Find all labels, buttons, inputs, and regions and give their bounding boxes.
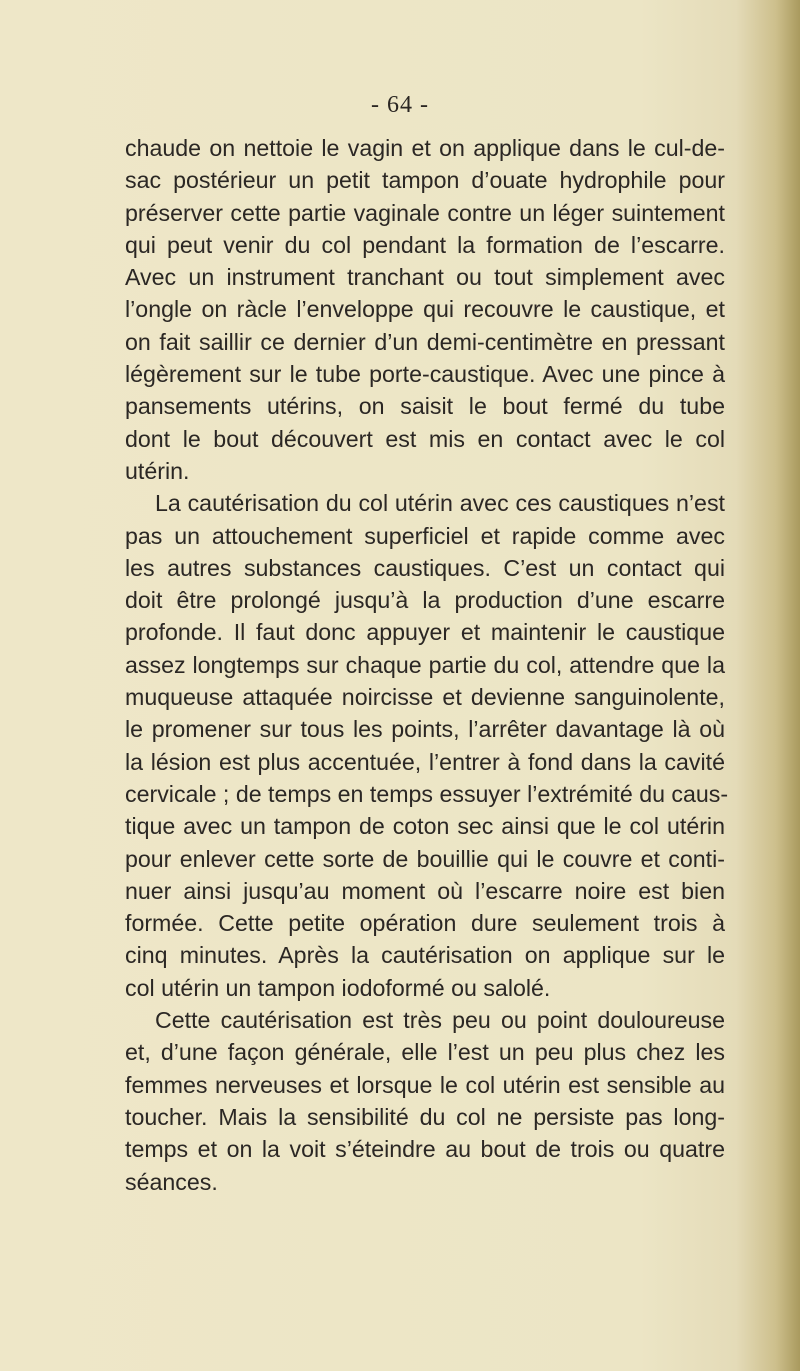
paragraph-2 [125,487,729,1004]
text-line: la lésion est plus accentuée, l’entrer à fond dans la cavité [125,748,725,775]
text-line: femmes nerveuses et lorsque le col utérin est sensible au [125,1071,725,1098]
text-line: cervicale ; de temps en temps essuyer l’extrémité du caus- [125,780,729,807]
text-line: nuer ainsi jusqu’au moment où l’escarre noire est bien [125,877,725,904]
text-line: profonde. Il faut donc appuyer et maintenir le caustique [125,619,725,646]
body-text [125,132,729,1198]
text-line: l’ongle on ràcle l’enveloppe qui recouvre le caustique, et [125,296,725,323]
text-line: sac postérieur un petit tampon d’ouate hydrophile pour [125,167,725,194]
paragraph-3 [125,1004,725,1198]
text-line: le promener sur tous les points, l’arrêter davantage là où [125,716,725,743]
text-line: pas un attouchement superficiel et rapide comme avec [125,522,725,549]
text-line: séances. [125,1168,218,1195]
text-line: muqueuse attaquée noircisse et devienne sanguinolente, [125,684,725,711]
text-line: et, d’une façon générale, elle l’est un peu plus chez les [125,1039,725,1066]
text-line: légèrement sur le tube porte-caustique. Avec une pince à [125,361,725,388]
text-line: formée. Cette petite opération dure seulement trois à [125,910,725,937]
text-line: toucher. Mais la sensibilité du col ne persiste pas long- [125,1103,725,1130]
text-line: Cette cautérisation est très peu ou point douloureuse [155,1007,725,1034]
text-line: chaude on nettoie le vagin et on applique dans le cul-de- [125,135,725,161]
paragraph-1 [125,132,725,487]
text-line: doit être prolongé jusqu’à la production d’une escarre [125,587,725,614]
text-line: utérin. [125,457,190,484]
text-line: dont le bout découvert est mis en contact avec le col [125,425,725,452]
text-line: cinq minutes. Après la cautérisation on applique sur le [125,942,725,969]
text-line: on fait saillir ce dernier d’un demi-centimètre en pressant [125,328,725,355]
text-line: préserver cette partie vaginale contre un léger suintement [125,199,725,226]
text-line: pour enlever cette sorte de bouillie qui le couvre et conti- [125,845,725,872]
text-line: col utérin un tampon iodoformé ou salolé. [125,974,551,1001]
text-line: temps et on la voit s’éteindre au bout de trois ou quatre [125,1136,725,1163]
text-line: tique avec un tampon de coton sec ainsi que le col utérin [125,813,725,840]
text-line: assez longtemps sur chaque partie du col, attendre que la [125,651,725,678]
text-line: qui peut venir du col pendant la formation de l’escarre. [125,231,725,258]
page-number: - 64 - [371,92,429,118]
text-line: Avec un instrument tranchant ou tout simplement avec [125,264,725,291]
text-line: La cautérisation du col utérin avec ces caustiques n’est [155,490,725,517]
text-line: les autres substances caustiques. C’est un contact qui [125,554,725,581]
text-line: pansements utérins, on saisit le bout fermé du tube [125,393,725,420]
